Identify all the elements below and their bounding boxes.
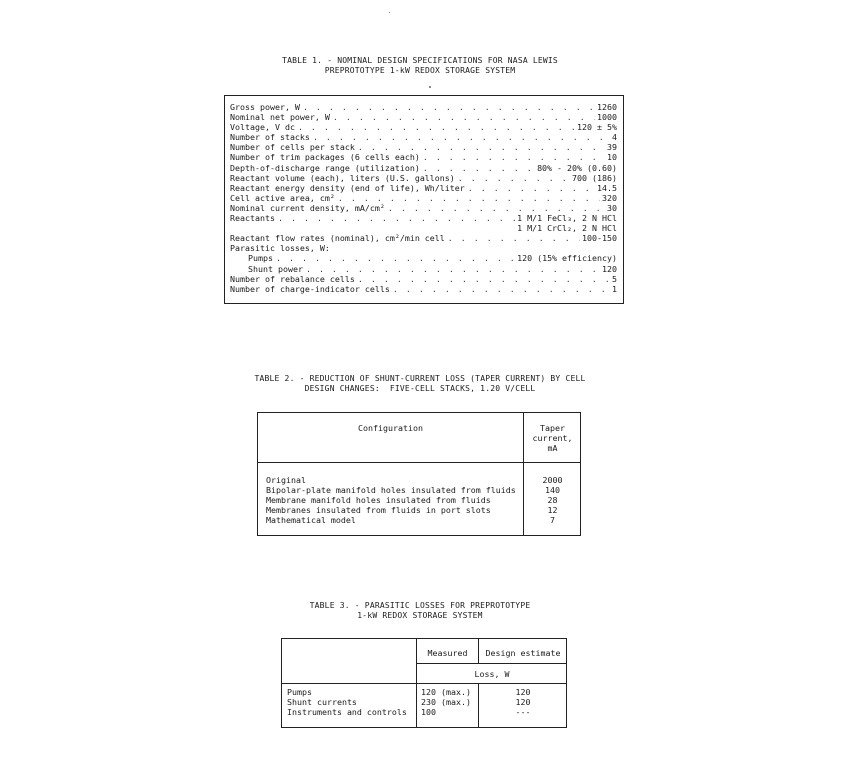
spec-value: 120 ± 5% (577, 122, 617, 133)
header-divider (282, 683, 566, 684)
configuration-column (266, 475, 516, 525)
spec-label: Number of cells per stack (230, 142, 355, 153)
table-row: Membranes insulated from fluids in port slots (266, 505, 491, 515)
leader-dots (423, 152, 605, 162)
leader-dots (298, 122, 575, 132)
table-cell: 2000 (542, 475, 563, 485)
table-row: Instruments and controls (287, 707, 407, 717)
design-column (479, 687, 567, 717)
header-divider (258, 462, 580, 463)
table2-shunt-current (257, 412, 581, 536)
leader-dots (468, 183, 595, 193)
table1-specifications (224, 95, 624, 304)
table2-caption-line1: TABLE 2. - REDUCTION OF SHUNT-CURRENT LOSS (TAPER CURRENT) BY CELL (254, 374, 586, 383)
spec-value: 120 (602, 263, 617, 274)
spec-value: 120 (15% efficiency) (517, 253, 617, 264)
table-cell: 100 (421, 707, 436, 717)
leader-dots (333, 112, 595, 122)
leader-dots (393, 284, 610, 294)
scan-speck (389, 12, 390, 13)
table-cell: 120 (515, 687, 531, 697)
spec-value: 700 (186) (572, 172, 617, 183)
header-design-estimate: Design estimate (485, 648, 561, 658)
header-loss-unit: Loss, W (474, 669, 510, 679)
taper-column (524, 475, 581, 525)
table-row: Shunt currents (287, 697, 357, 707)
header-taper-current: Taper current, mA (532, 423, 573, 453)
spec-section-label: Parasitic losses, W: (230, 243, 330, 254)
header-measured: Measured (427, 648, 468, 658)
table3-caption-line1: TABLE 3. - PARASITIC LOSSES FOR PREPROTOTYPE (309, 601, 531, 610)
leader-dots (358, 142, 605, 152)
spec-label: Reactant volume (each), liters (U.S. gallons) (230, 172, 455, 183)
table-cell: 120 (max.) (421, 687, 471, 697)
spec-label: Shunt power (248, 263, 303, 274)
table2-caption-line2: DESIGN CHANGES: FIVE-CELL STACKS, 1.20 V/CELL (304, 384, 536, 393)
leader-dots (358, 274, 610, 284)
measured-column (421, 687, 471, 717)
spec-value: 320 (602, 192, 617, 203)
spec-label: Pumps (248, 253, 273, 264)
spec-label: Reactant energy density (end of life), Wh/liter (230, 182, 465, 193)
leader-dots (388, 203, 605, 213)
table-row: Membrane manifold holes insulated from fluids (266, 495, 491, 505)
table-row: Bipolar-plate manifold holes insulated from fluids (266, 485, 516, 495)
spec-value: 39 (607, 142, 617, 153)
leader-dots (338, 193, 600, 203)
table-row: Mathematical model (266, 515, 356, 525)
spec-value: 30 (607, 202, 617, 213)
spec-label: Reactants (230, 213, 275, 224)
leader-dots (313, 132, 610, 142)
leader-dots (276, 253, 515, 263)
spec-label: Nominal net power, W (230, 112, 330, 123)
table-cell: 120 (515, 697, 531, 707)
table-cell: --- (515, 707, 531, 717)
spec-value: 1 M/1 CrCl₂, 2 N HCl (517, 223, 617, 234)
leader-dots (448, 233, 580, 243)
table-cell: 28 (547, 495, 558, 505)
spec-label: Voltage, V dc (230, 122, 295, 133)
table-row: Original (266, 475, 306, 485)
header-configuration: Configuration (358, 423, 423, 433)
table1-caption-line1: TABLE 1. - NOMINAL DESIGN SPECIFICATIONS FOR NASA LEWIS (282, 56, 558, 65)
spec-label: Reactant flow rates (nominal), cm²/min cell (230, 233, 445, 244)
table3-parasitic-losses (281, 638, 567, 728)
spec-label: Number of stacks (230, 132, 310, 143)
spec-value: 14.5 (597, 182, 617, 193)
spec-value: 4 (612, 132, 617, 143)
leader-dots (278, 213, 515, 223)
spec-value: 80% - 20% (0.60) (537, 162, 617, 173)
scan-speck (429, 86, 431, 88)
spec-label: Number of trim packages (6 cells each) (230, 152, 420, 163)
table-cell: 7 (550, 515, 555, 525)
leader-dots (303, 102, 595, 112)
spec-label: Number of rebalance cells (230, 273, 355, 284)
spec-value: 1260 (597, 102, 617, 112)
leader-dots (423, 163, 535, 173)
spec-value: 10 (607, 152, 617, 163)
spec-label: Depth-of-discharge range (utilization) (230, 162, 420, 173)
spec-value: 1000 (597, 112, 617, 123)
spec-label: Cell active area, cm² (230, 192, 335, 203)
spec-label: Number of charge-indicator cells (230, 283, 390, 294)
item-column (287, 687, 407, 717)
spec-value: 100-150 (582, 233, 617, 244)
leader-dots (458, 173, 570, 183)
spec-value: 1 M/1 FeCl₃, 2 N HCl (517, 213, 617, 224)
table1-caption-line2: PREPROTOTYPE 1-kW REDOX STORAGE SYSTEM (324, 66, 516, 75)
table-row: Pumps (287, 687, 312, 697)
header-divider (416, 663, 566, 664)
table3-caption-line2: 1-kW REDOX STORAGE SYSTEM (357, 611, 483, 620)
table-cell: 140 (545, 485, 560, 495)
leader-dots (306, 264, 600, 274)
spec-value: 1 (612, 283, 617, 294)
table-cell: 230 (max.) (421, 697, 471, 707)
spec-value: 5 (612, 273, 617, 284)
table-cell: 12 (547, 505, 558, 515)
spec-label: Nominal current density, mA/cm² (230, 202, 385, 213)
spec-label: Gross power, W (230, 102, 300, 112)
